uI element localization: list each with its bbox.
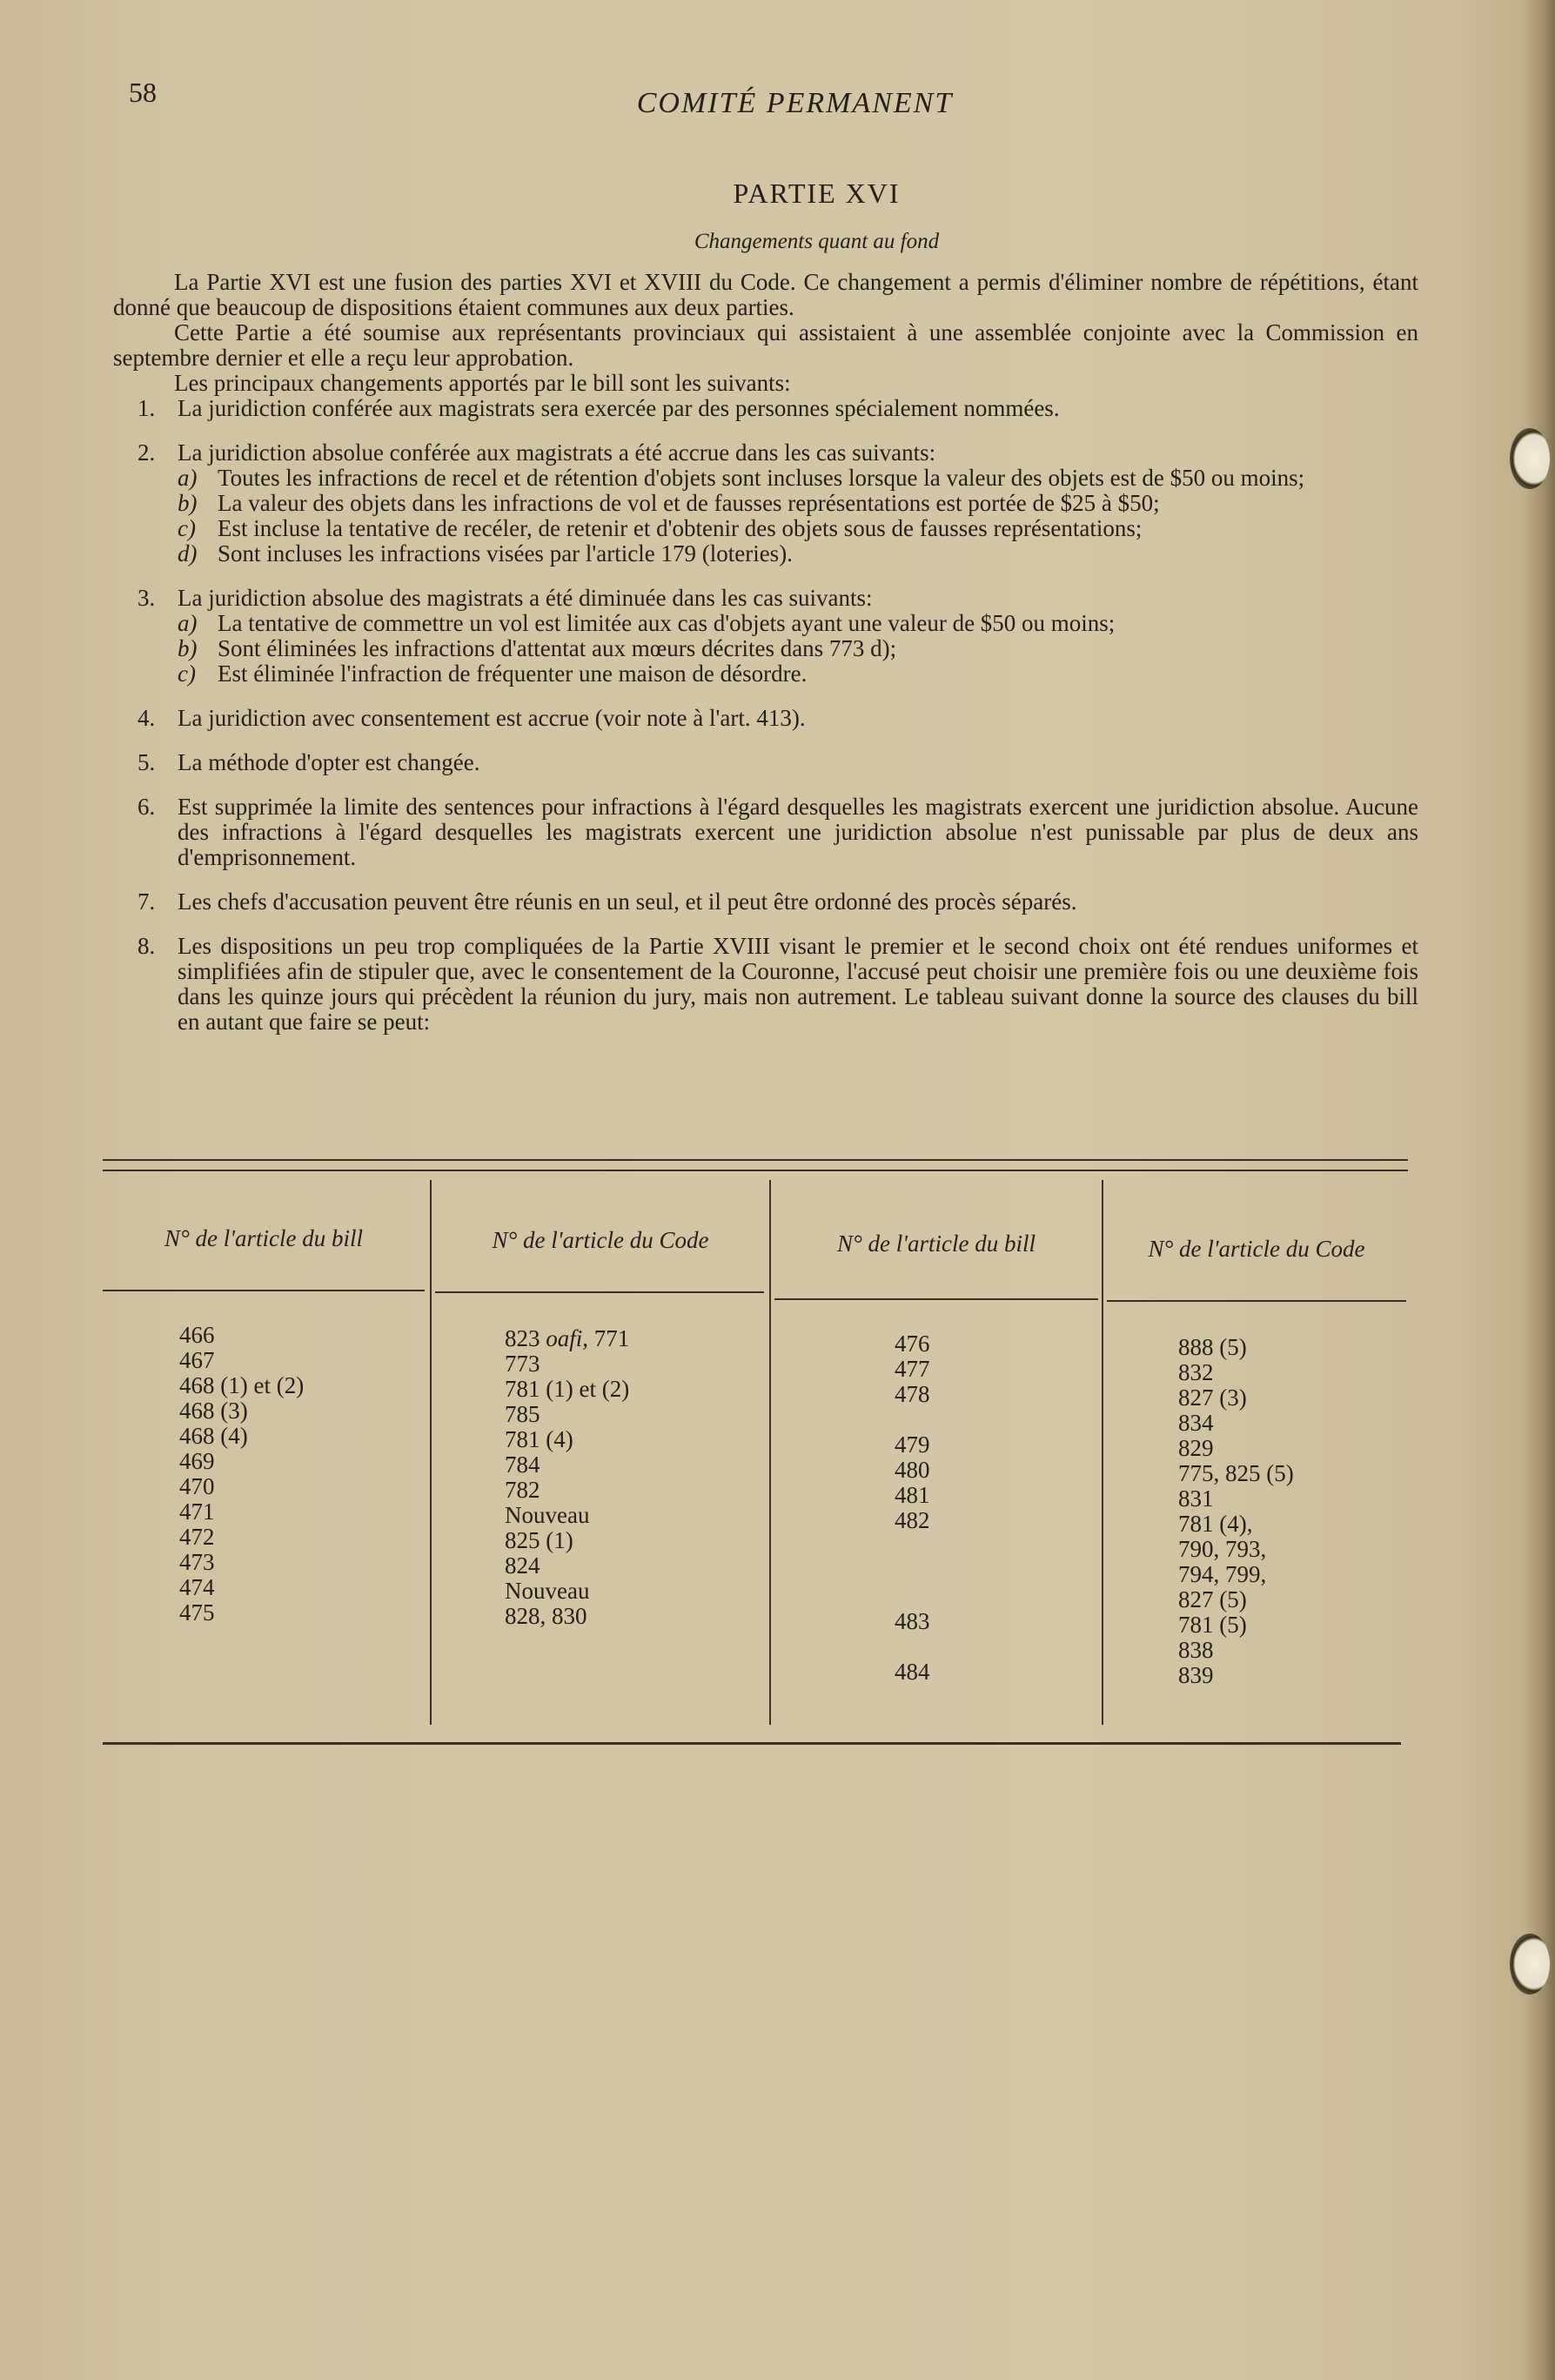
section-subtitle: Changements quant au fond: [694, 230, 940, 253]
item-number: 4.: [137, 705, 156, 731]
sub-item: [178, 636, 1418, 661]
sub-item: [178, 541, 1418, 567]
column-code-left: [505, 1326, 629, 1629]
table-cell: 781 (4): [505, 1426, 573, 1452]
column-bill-right: [895, 1331, 930, 1685]
list-item: [113, 889, 1418, 915]
table-cell: 484: [895, 1659, 930, 1685]
table-cell: [895, 1407, 930, 1432]
item-number: 5.: [137, 749, 156, 775]
list-item: [113, 586, 1418, 611]
sub-text: Toutes les infractions de recel et de rétention d'objets sont incluses lorsque la valeur des objets est de $50 ou moins;: [218, 465, 1305, 491]
table-cell: 470: [179, 1473, 215, 1499]
list-item: [113, 440, 1418, 466]
table-cell: 827 (5): [1178, 1586, 1247, 1612]
list-item: [113, 706, 1418, 731]
column-divider: [1102, 1180, 1103, 1725]
table-cell: 829: [1178, 1435, 1214, 1461]
list-item: [113, 750, 1418, 775]
table-cell: 474: [179, 1574, 215, 1600]
item-number: 2.: [137, 439, 156, 466]
table-cell: 472: [179, 1524, 215, 1550]
sub-letter: a): [178, 610, 198, 636]
item-number: 7.: [137, 888, 156, 915]
source-table: [103, 1159, 1408, 1751]
table-cell: [895, 1533, 930, 1559]
item-number: 3.: [137, 585, 156, 611]
sub-text: Sont incluses les infractions visées par l'article 179 (loteries).: [218, 540, 793, 567]
sub-letter: d): [178, 540, 198, 567]
table-cell: 781 (1) et (2): [505, 1376, 630, 1402]
sub-item: [178, 466, 1418, 491]
table-cell: Nouveau: [505, 1502, 590, 1528]
table-cell: [895, 1584, 930, 1609]
table-cell: 481: [895, 1482, 930, 1508]
sub-item: [178, 516, 1418, 541]
item-text: La juridiction conférée aux magistrats sera exercée par des personnes spécialement nommées.: [178, 395, 1060, 421]
column-divider: [769, 1180, 771, 1725]
punch-hole-lower: [1510, 1934, 1550, 1995]
item-text: La juridiction absolue des magistrats a été diminuée dans les cas suivants:: [178, 585, 873, 611]
sub-text: La tentative de commettre un vol est limitée aux cas d'objets ayant une valeur de $50 ou moins;: [218, 610, 1116, 636]
table-cell: 839: [1178, 1662, 1214, 1688]
column-code-right: [1178, 1335, 1294, 1688]
table-cell: 790, 793,: [1178, 1536, 1267, 1562]
table-cell: 468 (4): [179, 1423, 248, 1449]
sub-text: La valeur des objets dans les infractions de vol et de fausses représentations est portée de $25 à $50;: [218, 490, 1160, 516]
table-rule: [103, 1159, 1408, 1161]
sub-item: [178, 611, 1418, 636]
column-bill-left: [179, 1323, 304, 1626]
item-text: Les chefs d'accusation peuvent être réunis en un seul, et il peut être ordonné des procès séparés.: [178, 888, 1077, 915]
intro-paragraph: La Partie XVI est une fusion des parties XVI et XVIII du Code. Ce changement a permis d'éliminer nombre de répétitions, étant donné que beaucoup de dispositions étaient communes aux deux parties.: [113, 269, 1418, 320]
table-cell: 483: [895, 1608, 930, 1634]
list-item: [113, 396, 1418, 421]
item-text: La juridiction avec consentement est accrue (voir note à l'art. 413).: [178, 705, 806, 731]
table-cell: 773: [505, 1351, 540, 1377]
table-cell: 480: [895, 1457, 930, 1483]
table-cell: 785: [505, 1401, 540, 1427]
item-number: 1.: [137, 395, 156, 421]
sub-letter: b): [178, 635, 198, 661]
table-cell: 784: [505, 1451, 540, 1478]
sub-item: [178, 661, 1418, 687]
table-cell: 468 (3): [179, 1398, 248, 1424]
table-cell: 781 (5): [1178, 1612, 1247, 1638]
sub-text: Est incluse la tentative de recéler, de retenir et d'obtenir des objets sous de fausses représentations;: [218, 515, 1143, 541]
sub-text: Est éliminée l'infraction de fréquenter une maison de désordre.: [218, 660, 808, 687]
item-text: Est supprimée la limite des sentences pour infractions à l'égard desquelles les magistrats exercent une juridiction absolue. Aucune des infractions à l'égard desquelles les magistrats exercent une juridiction absolue n'est punissable par plus de deux ans d'emprisonnement.: [178, 794, 1418, 870]
item-text: La méthode d'opter est changée.: [178, 749, 480, 775]
table-cell: 827 (3): [1178, 1384, 1247, 1411]
table-cell: 473: [179, 1549, 215, 1575]
table-cell: 825 (1): [505, 1527, 573, 1553]
intro-paragraph: Les principaux changements apportés par le bill sont les suivants:: [174, 370, 791, 396]
table-cell: 477: [895, 1356, 930, 1382]
table-cell: 466: [179, 1322, 215, 1348]
table-cell: 823 oafi, 771: [505, 1325, 630, 1351]
table-cell: 471: [179, 1498, 215, 1525]
table-cell: 467: [179, 1347, 215, 1373]
table-cell: [895, 1559, 930, 1584]
page-edge-shadow: [1525, 0, 1555, 2380]
table-cell: 469: [179, 1448, 215, 1474]
table-cell: 482: [895, 1507, 930, 1533]
list-item: [113, 934, 1418, 1035]
sub-letter: c): [178, 660, 196, 687]
table-cell: 794, 799,: [1178, 1561, 1267, 1587]
column-header: N° de l'article du bill: [164, 1225, 364, 1251]
column-header: N° de l'article du Code: [492, 1227, 709, 1253]
column-divider: [430, 1180, 432, 1725]
sub-letter: c): [178, 515, 196, 541]
table-cell: 824: [505, 1552, 540, 1579]
sub-text: Sont éliminées les infractions d'attentat aux mœurs décrites dans 773 d);: [218, 635, 897, 661]
table-cell: 838: [1178, 1637, 1214, 1663]
punch-hole-upper: [1510, 428, 1550, 489]
table-cell: 834: [1178, 1410, 1214, 1436]
sub-list: [113, 611, 1418, 687]
header-rule: [435, 1291, 764, 1293]
table-cell: 781 (4),: [1178, 1511, 1253, 1537]
intro-paragraph: Cette Partie a été soumise aux représentants provinciaux qui assistaient à une assemblée conjointe avec la Commission en septembre dernier et elle a reçu leur approbation.: [113, 319, 1418, 371]
sub-letter: b): [178, 490, 198, 516]
list-item: [113, 794, 1418, 870]
table-cell: 468 (1) et (2): [179, 1372, 305, 1398]
item-number: 6.: [137, 794, 156, 820]
table-cell: 828, 830: [505, 1603, 587, 1629]
header-rule: [774, 1298, 1098, 1300]
table-cell: 775, 825 (5): [1178, 1460, 1294, 1486]
table-cell: 478: [895, 1381, 930, 1407]
table-cell: 782: [505, 1477, 540, 1503]
running-title: COMITÉ PERMANENT: [636, 87, 954, 119]
sub-list: [113, 466, 1418, 567]
page-number: 58: [129, 77, 157, 108]
table-cell: 888 (5): [1178, 1334, 1247, 1360]
table-rule: [103, 1742, 1401, 1745]
table-cell: Nouveau: [505, 1578, 590, 1604]
document-body: [113, 270, 1418, 1035]
table-cell: 832: [1178, 1359, 1214, 1385]
table-cell: 475: [179, 1599, 215, 1626]
item-text: La juridiction absolue conférée aux magistrats a été accrue dans les cas suivants:: [178, 439, 936, 466]
column-header: N° de l'article du Code: [1148, 1236, 1365, 1262]
table-rule: [103, 1170, 1408, 1171]
item-text: Les dispositions un peu trop compliquées de la Partie XVIII visant le premier et le second choix ont été rendues uniformes et simplifiées afin de stipuler que, avec le consentement de la Couronne, l'accusé peut choisir une première fois ou une deuxième fois dans les quinze jours qui précèdent la réunion du jury, mais non autrement. Le tableau suivant donne la source des clauses du bill en autant que faire se peut:: [178, 933, 1418, 1035]
sub-letter: a): [178, 465, 198, 491]
section-title: PARTIE XVI: [733, 178, 901, 209]
header-rule: [1107, 1300, 1406, 1302]
header-rule: [103, 1290, 425, 1291]
table-cell: 479: [895, 1431, 930, 1458]
table-cell: 831: [1178, 1485, 1214, 1512]
table-cell: [895, 1634, 930, 1659]
table-cell: 476: [895, 1331, 930, 1357]
column-header: N° de l'article du bill: [836, 1230, 1036, 1257]
item-number: 8.: [137, 933, 156, 959]
sub-item: [178, 491, 1418, 516]
